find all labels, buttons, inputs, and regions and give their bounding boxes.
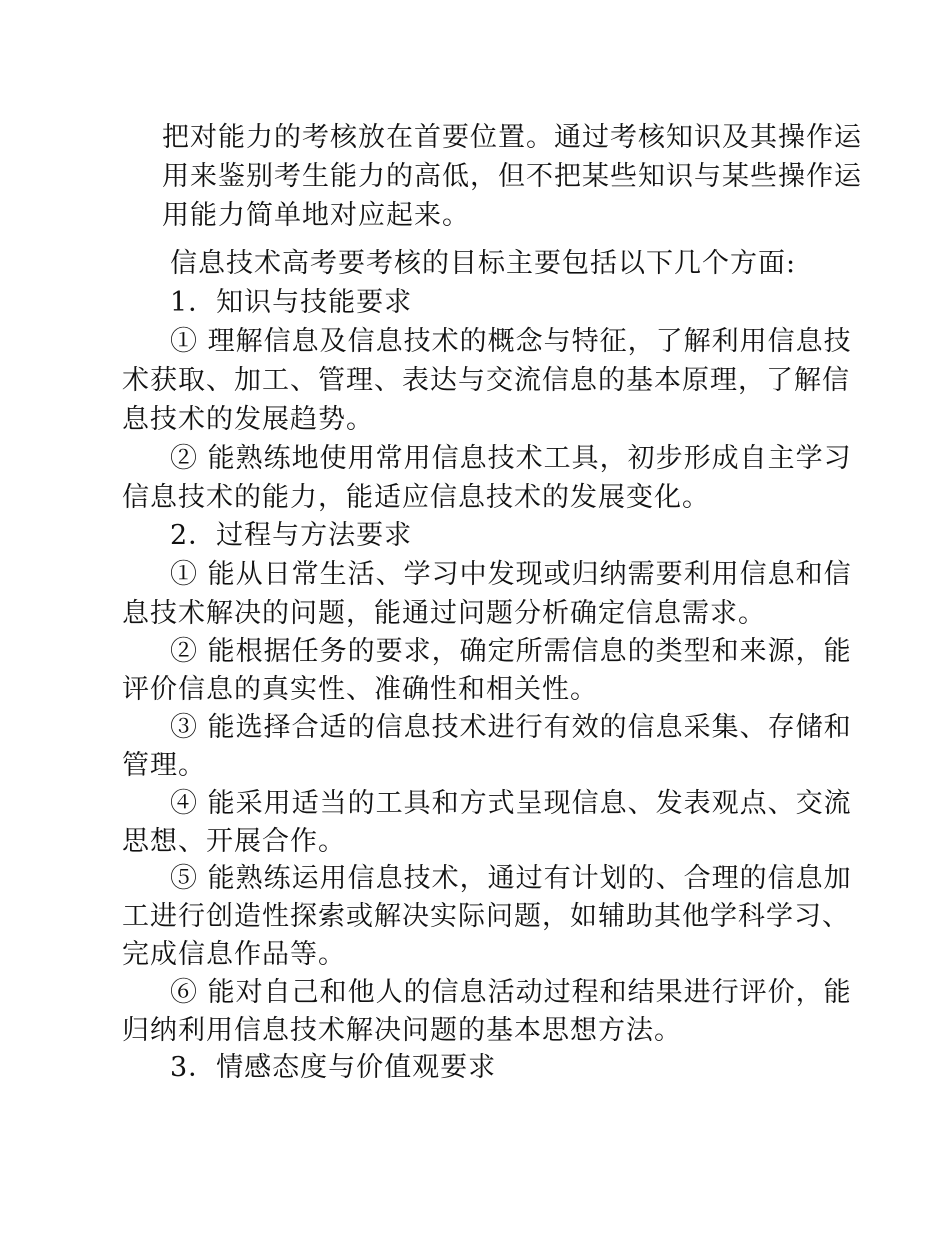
lead-paragraph: 信息技术高考要考核的目标主要包括以下几个方面: <box>170 248 797 279</box>
s2-item3-line-1: ③ 能选择合适的信息技术进行有效的信息采集、存储和 <box>170 712 852 743</box>
s1-item2-line-1: ② 能熟练地使用常用信息技术工具，初步形成自主学习 <box>170 443 852 474</box>
s2-item6-line-2: 归纳利用信息技术解决问题的基本思想方法。 <box>122 1015 682 1046</box>
s1-item1-line-1: ① 理解信息及信息技术的概念与特征，了解利用信息技 <box>170 326 852 357</box>
s2-item6-line-1: ⑥ 能对自己和他人的信息活动过程和结果进行评价，能 <box>170 977 852 1008</box>
section-3-heading: 3．情感态度与价值观要求 <box>170 1052 497 1083</box>
s1-item1-line-2: 术获取、加工、管理、表达与交流信息的基本原理，了解信 <box>122 365 850 396</box>
s2-item3-line-2: 管理。 <box>122 750 206 781</box>
s2-item2-line-1: ② 能根据任务的要求，确定所需信息的类型和来源，能 <box>170 636 852 667</box>
s1-item2-line-2: 信息技术的能力，能适应信息技术的发展变化。 <box>122 482 710 513</box>
s2-item1-line-1: ① 能从日常生活、学习中发现或归纳需要利用信息和信 <box>170 559 852 590</box>
s2-item5-line-3: 完成信息作品等。 <box>122 939 346 970</box>
s2-item5-line-1: ⑤ 能熟练运用信息技术，通过有计划的、合理的信息加 <box>170 863 852 894</box>
intro-line-3: 用能力简单地对应起来。 <box>162 200 470 231</box>
intro-line-2: 用来鉴别考生能力的高低，但不把某些知识与某些操作运 <box>162 161 862 192</box>
s2-item4-line-2: 思想、开展合作。 <box>122 826 346 857</box>
s2-item4-line-1: ④ 能采用适当的工具和方式呈现信息、发表观点、交流 <box>170 788 852 819</box>
section-1-heading: 1．知识与技能要求 <box>170 287 413 318</box>
section-2-heading: 2．过程与方法要求 <box>170 520 413 551</box>
s2-item5-line-2: 工进行创造性探索或解决实际问题，如辅助其他学科学习、 <box>122 901 850 932</box>
s2-item2-line-2: 评价信息的真实性、准确性和相关性。 <box>122 674 598 705</box>
intro-line-1: 把对能力的考核放在首要位置。通过考核知识及其操作运 <box>162 122 862 153</box>
s2-item1-line-2: 息技术解决的问题，能通过问题分析确定信息需求。 <box>122 598 766 629</box>
s1-item1-line-3: 息技术的发展趋势。 <box>122 404 374 435</box>
